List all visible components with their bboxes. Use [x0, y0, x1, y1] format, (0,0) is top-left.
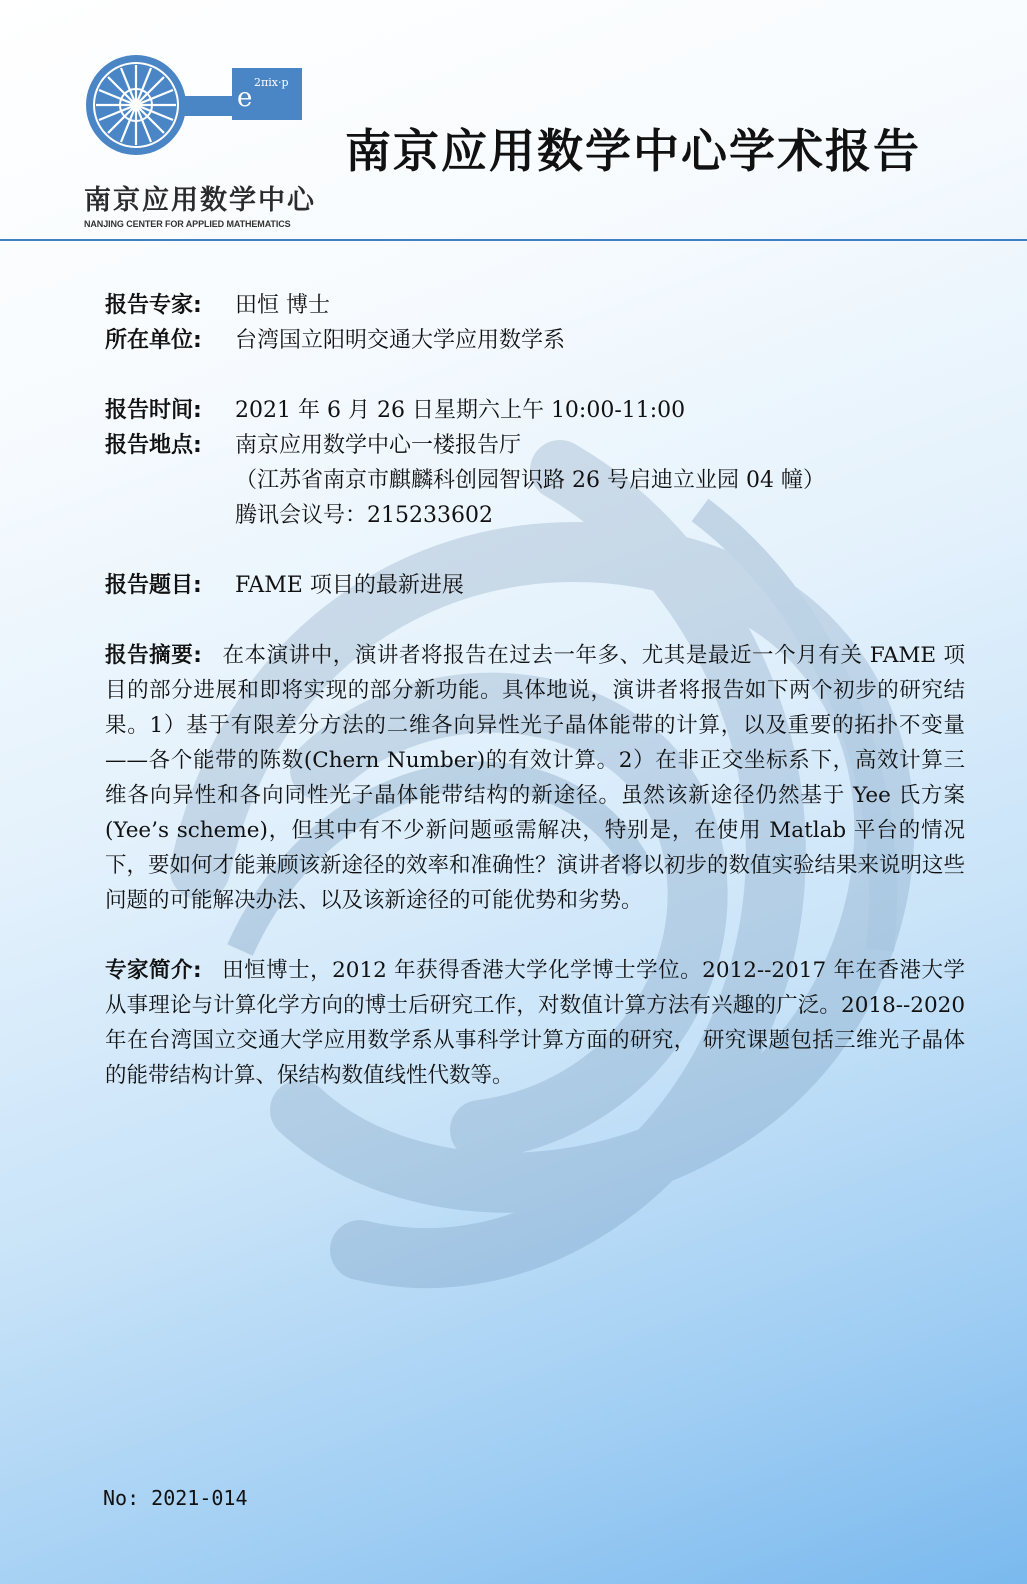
abstract-paragraph — [105, 638, 965, 918]
speaker-row — [105, 288, 965, 323]
affiliation-label: 所在单位: — [105, 328, 202, 353]
topic-row — [105, 568, 965, 603]
topic-label: 报告题目: — [105, 573, 202, 598]
meeting-id: 腾讯会议号：215233602 — [235, 503, 493, 528]
bio-paragraph — [105, 953, 965, 1093]
topic-value: FAME 项目的最新进展 — [235, 573, 464, 598]
speaker-value: 田恒 博士 — [235, 293, 330, 318]
page-title: 南京应用数学中心学术报告 — [345, 124, 921, 178]
logo-name-cn: 南京应用数学中心 — [84, 185, 316, 216]
time-label: 报告时间: — [105, 398, 202, 423]
location-row — [105, 428, 965, 463]
logo-formula-text: e — [237, 83, 253, 113]
center-logo-icon — [82, 52, 304, 162]
logo-name-en: NANJING CENTER FOR APPLIED MATHEMATICS — [84, 219, 291, 229]
location-label: 报告地点: — [105, 433, 202, 458]
header — [0, 0, 1027, 245]
abstract-text: 在本演讲中，演讲者将报告在过去一年多、尤其是最近一个月有关 FAME 项目的部分进展和即将实现的部分新功能。具体地说，演讲者将报告如下两个初步的研究结果。1）基于有限差分方法的二维各向异性光子晶体能带的计算，以及重要的拓扑不变量——各个能带的陈数(Chern Number)的有效计算。2）在非正交坐标系下，高效计算三维各向异性和各向同性光子晶体能带结构的新途径。虽然该新途径仍然基于 Yee 氏方案(Yee’s scheme)，但其中有不少新问题亟需解决，特别是，在使用 Matlab 平台的情况下，要如何才能兼顾该新途径的效率和准确性？演讲者将以初步的数值实验结果来说明这些问题的可能解决办法、以及该新途径的可能优势和劣势。 — [105, 643, 966, 913]
affiliation-row — [105, 323, 965, 358]
location-address: （江苏省南京市麒麟科创园智识路 26 号启迪立业园 04 幢） — [235, 468, 825, 493]
time-row — [105, 393, 965, 428]
report-content — [105, 288, 965, 1093]
abstract-label: 报告摘要: — [105, 643, 202, 668]
header-divider — [0, 239, 1027, 241]
bio-label: 专家简介: — [105, 958, 202, 983]
bio-text: 田恒博士，2012 年获得香港大学化学博士学位。2012--2017 年在香港大学从事理论与计算化学方向的博士后研究工作，对数值计算方法有兴趣的广泛。2018--2020 年在台湾国立交通大学应用数学系从事科学计算方面的研究， 研究课题包括三维光子晶体的能带结构计算、保结构数值线性代数等。 — [105, 958, 965, 1088]
affiliation-value: 台湾国立阳明交通大学应用数学系 — [235, 328, 566, 353]
time-value: 2021 年 6 月 26 日星期六上午 10:00-11:00 — [235, 398, 686, 423]
report-number: No: 2021-014 — [103, 1486, 248, 1510]
logo-formula-exponent: 2πix·p — [254, 76, 289, 89]
location-value: 南京应用数学中心一楼报告厅 — [235, 433, 522, 458]
speaker-label: 报告专家: — [105, 293, 202, 318]
